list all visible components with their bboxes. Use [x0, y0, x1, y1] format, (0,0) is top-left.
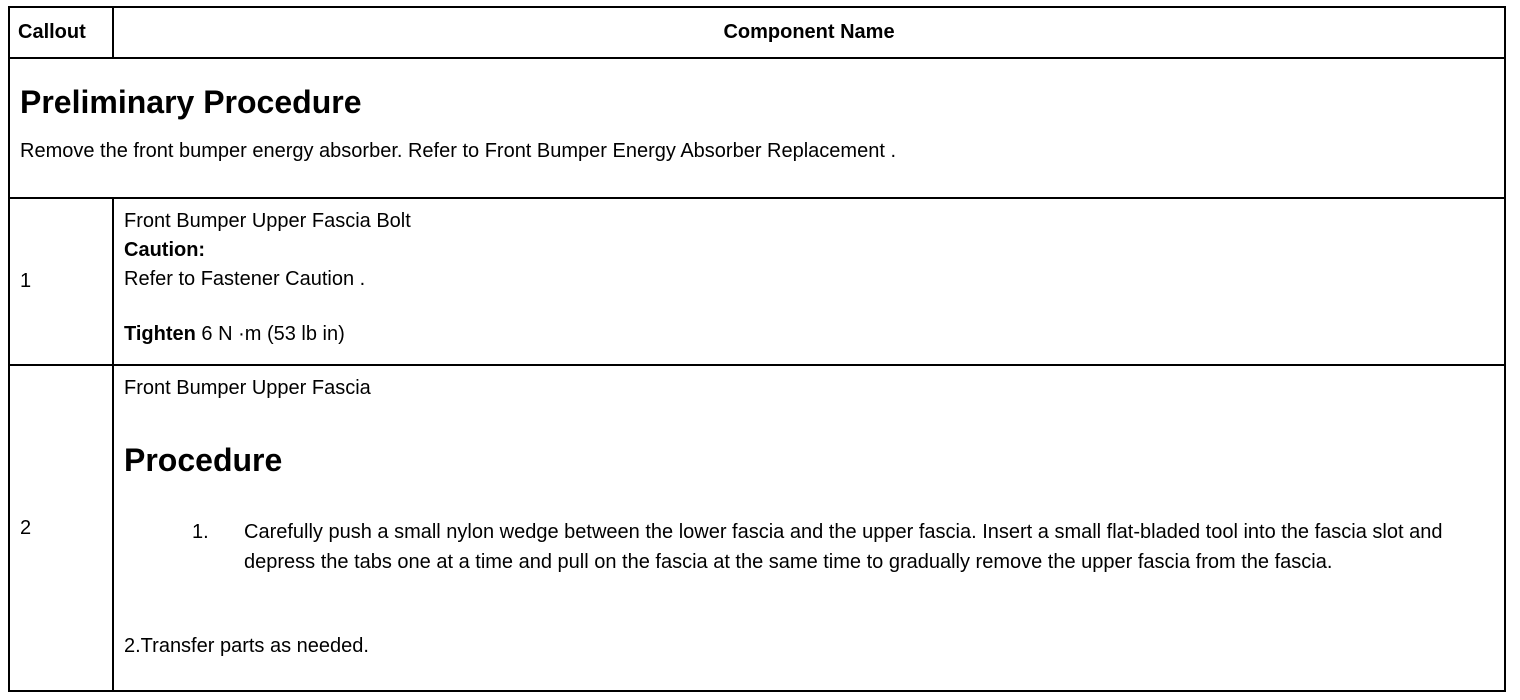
component-name: Front Bumper Upper Fascia — [124, 377, 371, 399]
step-number: 1. — [192, 521, 209, 543]
callout-number: 1 — [9, 198, 113, 365]
component-name-column-header: Component Name — [113, 7, 1505, 58]
preliminary-procedure-text: Remove the front bumper energy absorber. Refer to Front Bumper Energy Absorber Replacement . — [20, 140, 896, 162]
procedure-step-2: 2.Transfer parts as needed. — [124, 635, 369, 657]
preliminary-procedure-title: Preliminary Procedure — [20, 84, 362, 120]
preliminary-procedure-row — [9, 58, 1505, 198]
tighten-label: Tighten — [124, 323, 196, 345]
tighten-value: 6 N ·m (53 lb in) — [195, 323, 345, 345]
component-cell — [113, 365, 1505, 691]
callout-column-header: Callout — [9, 7, 113, 58]
tighten-spec — [124, 320, 1494, 349]
step-text: Carefully push a small nylon wedge between the lower fascia and the upper fascia. Insert a small flat-bladed tool into the fascia slot and depress the tabs one at a time and pull on the fascia at the same time to gradually remove the upper fascia from the fascia. — [244, 521, 1443, 573]
procedure-step — [124, 517, 1494, 577]
preliminary-procedure-cell — [9, 58, 1505, 198]
procedure-table — [8, 6, 1506, 692]
component-cell — [113, 198, 1505, 365]
procedure-title: Procedure — [124, 442, 283, 478]
table-row — [9, 365, 1505, 691]
component-name: Front Bumper Upper Fascia Bolt — [124, 210, 411, 232]
caution-label: Caution: — [124, 239, 206, 261]
caution-text: Refer to Fastener Caution . — [124, 268, 366, 290]
table-header-row — [9, 7, 1505, 58]
callout-number: 2 — [9, 365, 113, 691]
table-row — [9, 198, 1505, 365]
